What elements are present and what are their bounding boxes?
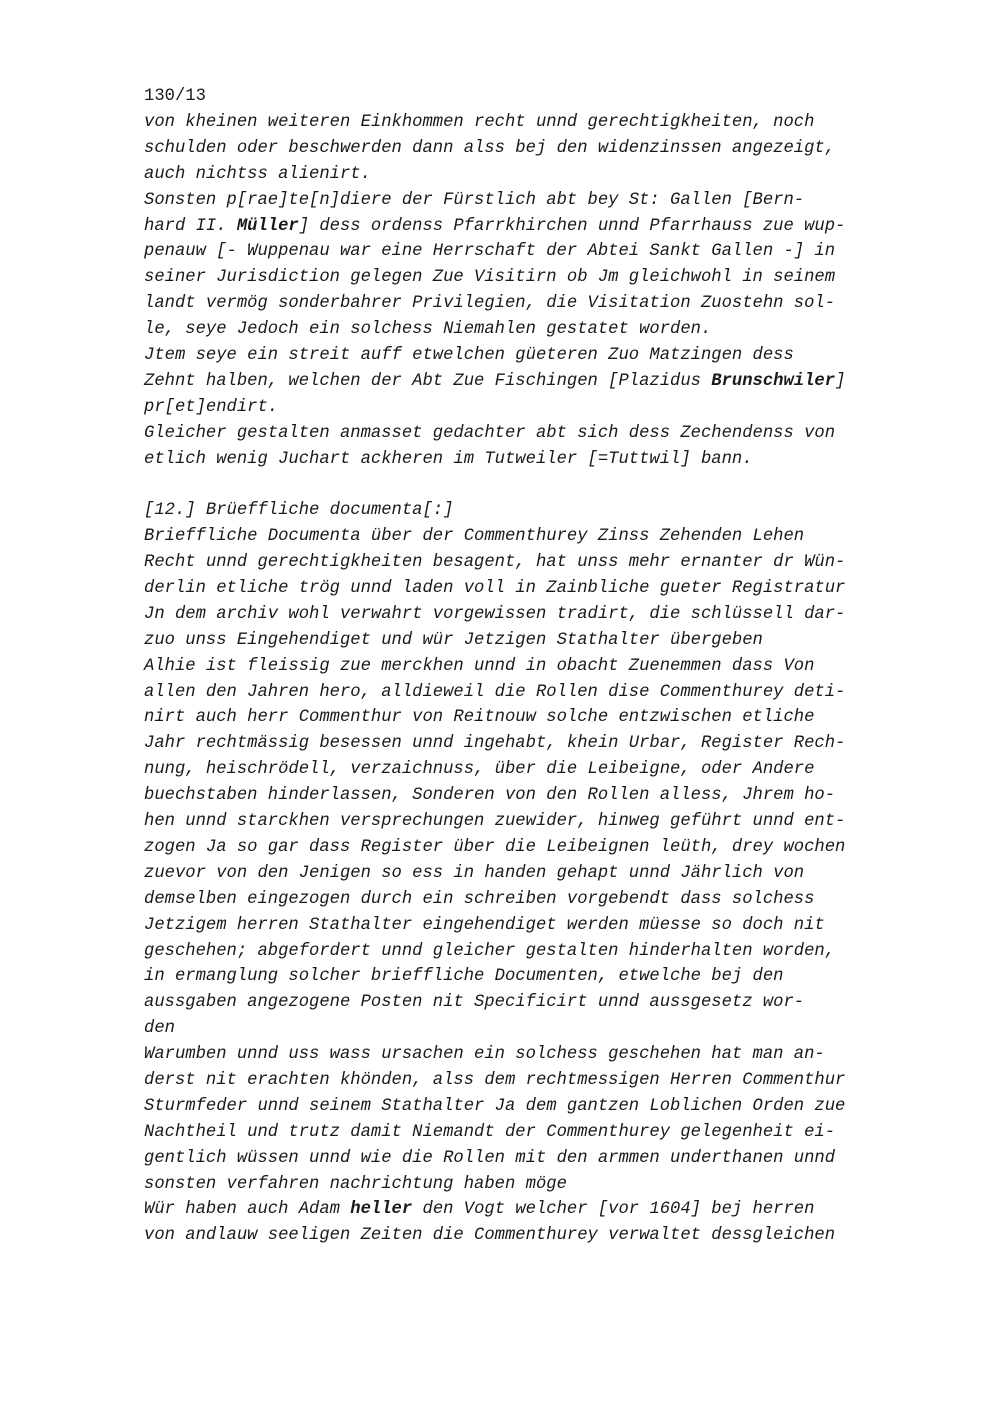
text-run: zogen Ja so gar dass Register über die Leibeignen leüth, drey wochen [144, 837, 846, 857]
bold-name: Brunschwiler [711, 371, 836, 391]
text-run: penauw [- Wuppenau war eine Herrschaft der Abtei Sankt Gallen -] in [144, 242, 836, 262]
text-line [144, 265, 964, 291]
text-line [144, 421, 964, 447]
document-page [144, 84, 964, 1249]
text-run: geschehen; abgefordert unnd gleicher gestalten hinderhalten worden, [144, 941, 836, 961]
text-line [144, 136, 964, 162]
text-run: Jtem seye ein streit auff etwelchen güeteren Zuo Matzingen dess [144, 346, 794, 366]
text-run: schulden oder beschwerden dann alss bej den widenzinssen angezeigt, [144, 138, 836, 158]
text-run: Jetzigem herren Stathalter eingehendiget werden müesse so doch nit [144, 915, 825, 935]
text-line [144, 990, 964, 1016]
text-run: Jn dem archiv wohl verwahrt vorgewissen tradirt, die schlüssell dar- [144, 604, 846, 624]
text-run: gentlich wüssen unnd wie die Rollen mit den armmen underthanen unnd [144, 1148, 836, 1168]
document-body [144, 110, 964, 1249]
text-line [144, 162, 964, 188]
text-run: Sonsten p[rae]te[n]diere der Fürstlich abt bey St: Gallen [Bern- [144, 190, 805, 210]
text-line [144, 835, 964, 861]
text-line [144, 1197, 964, 1223]
bold-name: Müller [236, 216, 299, 236]
text-line [144, 654, 964, 680]
text-line [144, 913, 964, 939]
text-run: Warumben unnd uss wass ursachen ein solchess geschehen hat man an- [144, 1045, 825, 1065]
text-line [144, 1172, 964, 1198]
text-line [144, 1146, 964, 1172]
text-line [144, 214, 964, 240]
text-run: ] [835, 371, 846, 391]
text-run: von andlauw seeligen Zeiten die Commenthurey verwaltet dessgleichen [144, 1226, 836, 1246]
text-line [144, 757, 964, 783]
text-line [144, 1068, 964, 1094]
text-line [144, 239, 964, 265]
text-run: derst nit erachten khönden, alss dem rechtmessigen Herren Commenthur [144, 1070, 846, 1090]
text-run: landt vermög sonderbahrer Privilegien, die Visitation Zuostehn sol- [144, 294, 836, 314]
text-line [144, 343, 964, 369]
text-run: nirt auch herr Commenthur von Reitnouw solche entzwischen etliche [144, 708, 815, 728]
text-line [144, 395, 964, 421]
text-line [144, 887, 964, 913]
text-run: Nachtheil und trutz damit Niemandt der Commenthurey gelegenheit ei- [144, 1122, 836, 1142]
paragraph-gap [144, 472, 964, 498]
text-line [144, 188, 964, 214]
text-run: pr[et]endirt. [144, 397, 279, 417]
text-line [144, 1223, 964, 1249]
text-run: Wür haben auch Adam [144, 1200, 351, 1220]
text-run: Alhie ist fleissig zue merckhen unnd in obacht Zuenemmen dass Von [144, 656, 815, 676]
text-line [144, 1042, 964, 1068]
text-run: Jahr rechtmässig besessen unnd ingehabt, khein Urbar, Register Rech- [144, 734, 846, 754]
text-line [144, 317, 964, 343]
text-run: von kheinen weiteren Einkhommen recht unnd gerechtigkheiten, noch [144, 113, 815, 132]
text-line [144, 705, 964, 731]
text-run: allen den Jahren hero, alldieweil die Rollen dise Commenthurey deti- [144, 682, 846, 702]
text-run: Zehnt halben, welchen der Abt Zue Fischingen [Plazidus [144, 371, 712, 391]
text-line [144, 550, 964, 576]
paragraph [144, 498, 964, 1249]
text-line [144, 731, 964, 757]
page-number: 130/13 [144, 87, 206, 106]
text-run: demselben eingezogen durch ein schreiben vorgebendt dass solchess [144, 889, 815, 909]
text-run: auch nichtss alienirt. [144, 164, 371, 184]
text-line [144, 939, 964, 965]
text-line [144, 369, 964, 395]
text-run: buechstaben hinderlassen, Sonderen von den Rollen alless, Jhrem ho- [144, 786, 836, 806]
text-line [144, 809, 964, 835]
text-line [144, 628, 964, 654]
text-run: sonsten verfahren nachrichtung haben möge [144, 1174, 567, 1194]
text-line [144, 291, 964, 317]
text-line [144, 861, 964, 887]
text-run: le, seye Jedoch ein solchess Niemahlen gestatet worden. [144, 320, 712, 340]
text-run: hen unnd starckhen versprechungen zuewider, hinweg geführt unnd ent- [144, 812, 846, 832]
text-line [144, 524, 964, 550]
text-run: Gleicher gestalten anmasset gedachter abt sich dess Zechendenss von [144, 423, 836, 443]
text-run: Recht unnd gerechtigkheiten besagent, hat unss mehr ernanter dr Wün- [144, 553, 846, 573]
paragraph [144, 110, 964, 472]
text-line [144, 498, 964, 524]
text-line [144, 1094, 964, 1120]
text-line [144, 964, 964, 990]
text-line [144, 447, 964, 473]
text-run: zuevor von den Jenigen so ess in handen gehapt unnd Jährlich von [144, 863, 805, 883]
text-line [144, 783, 964, 809]
text-run: Sturmfeder unnd seinem Stathalter Ja dem gantzen Loblichen Orden zue [144, 1096, 846, 1116]
text-line [144, 602, 964, 628]
text-run: den Vogt welcher [vor 1604] bej herren [412, 1200, 815, 1220]
text-line [144, 576, 964, 602]
bold-name: heller [350, 1200, 413, 1220]
text-line [144, 680, 964, 706]
text-run: derlin etliche trög unnd laden voll in Zainbliche gueter Registratur [144, 579, 846, 599]
text-run: den [144, 1019, 175, 1039]
text-line [144, 110, 964, 136]
text-line [144, 1016, 964, 1042]
text-run: zuo unss Eingehendiget und wür Jetzigen Stathalter übergeben [144, 630, 763, 650]
text-run: in ermanglung solcher brieffliche Documenten, etwelche bej den [144, 967, 784, 987]
text-run: etlich wenig Juchart ackheren im Tutweiler [=Tuttwil] bann. [144, 449, 753, 469]
text-run: [12.] Brüeffliche documenta[:] [144, 501, 454, 521]
text-line [144, 1120, 964, 1146]
text-run: hard II. [144, 216, 237, 236]
text-run: ] dess ordenss Pfarrkhirchen unnd Pfarrhauss zue wup- [298, 216, 846, 236]
text-run: aussgaben angezogene Posten nit Specificirt unnd aussgesetz wor- [144, 993, 805, 1013]
text-run: seiner Jurisdiction gelegen Zue Visitirn ob Jm gleichwohl in seinem [144, 268, 836, 288]
text-run: nung, heischrödell, verzaichnuss, über die Leibeigne, oder Andere [144, 760, 815, 780]
text-run: Brieffliche Documenta über der Commenthurey Zinss Zehenden Lehen [144, 527, 805, 547]
